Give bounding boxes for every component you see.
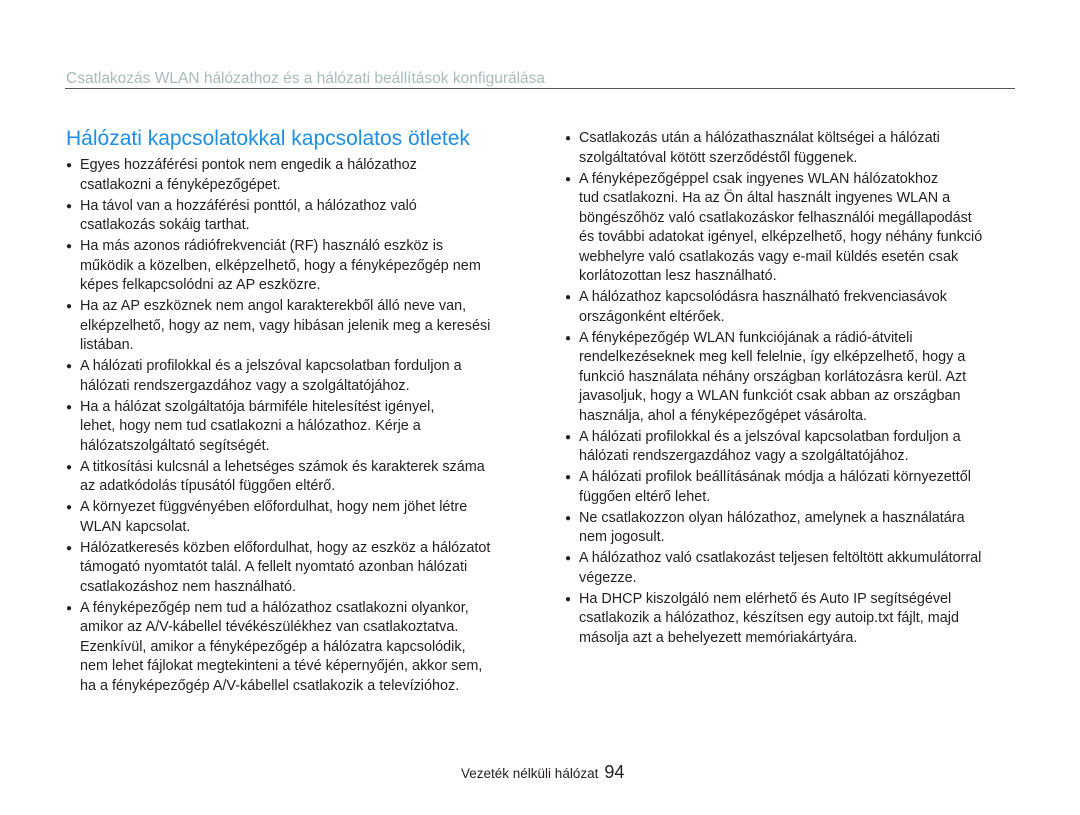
bullet-item	[66, 357, 536, 396]
bullet-text-line: függően eltérő lehet.	[579, 488, 711, 505]
bullet-item	[565, 468, 1025, 507]
bullet-item	[66, 498, 536, 537]
bullet-icon: ●	[565, 593, 572, 605]
section-header: Csatlakozás WLAN hálózathoz és a hálózati beállítások konfigurálása	[66, 70, 546, 87]
bullet-text-line: Ha DHCP kiszolgáló nem elérhető és Auto IP segítségével	[579, 590, 952, 607]
bullet-item	[565, 170, 1025, 287]
bullet-icon: ●	[66, 401, 73, 413]
bullet-icon: ●	[66, 461, 73, 473]
bullet-text-line: elképzelhető, hogy az nem, vagy hibásan jelenik meg a keresési	[80, 317, 491, 334]
bullet-item	[565, 329, 1025, 427]
bullet-icon: ●	[565, 472, 572, 483]
bullet-text-line: csatlakozás sokáig tarthat.	[80, 217, 250, 233]
bullet-text-line: csatlakozni a fényképezőgépet.	[80, 176, 281, 193]
bullet-text-line: listában.	[80, 337, 134, 353]
bullet-item	[565, 428, 1025, 467]
bullet-item	[66, 156, 536, 195]
bullet-text-line: Ha távol van a hozzáférési ponttól, a hálózathoz való	[80, 197, 417, 214]
bullet-icon: ●	[66, 241, 73, 252]
bullet-text-line: ha a fényképezőgép A/V-kábellel csatlakozik a televízióhoz.	[80, 677, 460, 694]
page-number: 94	[604, 762, 625, 782]
bullet-icon: ●	[66, 200, 73, 212]
bullet-text-line: országonként eltérőek.	[579, 308, 725, 325]
right-column	[565, 129, 1025, 650]
bullet-text-line: használja, ahol a fényképezőgépet vásárolta.	[579, 407, 868, 424]
header-rule	[65, 88, 1015, 89]
bullet-text-line: javasoljuk, hogy a WLAN funkciót csak abban az országban	[579, 388, 961, 404]
bullet-icon: ●	[565, 553, 572, 564]
bullet-icon: ●	[565, 512, 572, 524]
bullet-text-line: korlátozottan lesz használható.	[579, 268, 777, 284]
bullet-item	[565, 549, 1025, 588]
bullet-item	[66, 539, 536, 598]
bullet-text-line: hálózatszolgáltató segítségét.	[80, 437, 270, 454]
bullet-item	[565, 129, 1025, 168]
bullet-icon: ●	[66, 502, 73, 513]
bullet-text-line: csatlakozáshoz nem használható.	[80, 578, 296, 595]
bullet-item	[66, 398, 536, 457]
bullet-icon: ●	[66, 602, 73, 614]
bullet-text-line: A hálózati profilok beállításának módja a hálózati környezettől	[579, 469, 971, 485]
bullet-item	[66, 237, 536, 296]
bullet-item	[565, 288, 1025, 327]
bullet-text-line: WLAN kapcsolat.	[80, 518, 191, 535]
bullet-text-line: Hálózatkeresés közben előfordulhat, hogy az eszköz a hálózatot	[80, 539, 491, 556]
bullet-text-line: A hálózati profilokkal és a jelszóval kapcsolatban forduljon a	[579, 428, 961, 445]
bullet-icon: ●	[66, 361, 73, 372]
bullet-text-line: Ha más azonos rádiófrekvenciát (RF) használó eszköz is	[80, 238, 444, 254]
bullet-text-line: A hálózathoz való csatlakozást teljesen feltöltött akkumulátorral	[579, 550, 982, 566]
bullet-item	[66, 458, 536, 497]
bullet-text-line: másolja azt a behelyezett memóriakártyára.	[579, 629, 858, 646]
bullet-text-line: A hálózati profilokkal és a jelszóval kapcsolatban forduljon a	[80, 358, 462, 374]
bullet-text-line: szolgáltatóval kötött szerződéstől függenek.	[579, 149, 858, 166]
bullet-text-line: böngészőhöz való csatlakozáskor felhasználói megállapodást	[579, 209, 972, 226]
bullet-text-line: A titkosítási kulcsnál a lehetséges számok és karakterek száma	[80, 458, 485, 475]
bullet-icon: ●	[565, 133, 572, 144]
bullet-text-line: rendelkezéseknek meg kell felelnie, így elképzelhető, hogy a	[579, 349, 966, 365]
bullet-item	[66, 197, 536, 236]
bullet-text-line: Egyes hozzáférési pontok nem engedik a hálózathoz	[80, 157, 417, 173]
bullet-icon: ●	[66, 160, 73, 171]
bullet-item	[565, 509, 1025, 548]
bullet-text-line: lehet, hogy nem tud csatlakozni a hálózathoz. Kérje a	[80, 418, 421, 434]
bullet-text-line: Csatlakozás után a hálózathasználat költségei a hálózati	[579, 130, 940, 146]
bullet-text-line: tud csatlakozni. Ha az Ön által használt ingyenes WLAN a	[579, 190, 951, 206]
bullet-text-line: támogató nyomtatót talál. A fellelt nyomtató azonban hálózati	[80, 559, 468, 575]
bullet-icon: ●	[565, 332, 572, 344]
bullet-text-line: végezze.	[579, 569, 637, 586]
bullet-text-line: csatlakozik a hálózathoz, készítsen egy autoip.txt fájlt, majd	[579, 610, 959, 626]
bullet-icon: ●	[565, 173, 572, 185]
page-footer	[461, 762, 624, 783]
bullet-text-line: és további adatokat igényel, elképzelhető, hogy néhány funkció	[579, 229, 983, 245]
bullet-text-line: amikor az A/V-kábellel tévékészülékhez van csatlakoztatva.	[80, 619, 459, 635]
bullet-text-line: A hálózathoz kapcsolódásra használható frekvenciasávok	[579, 289, 947, 305]
bullet-text-line: Ha a hálózat szolgáltatója bármiféle hitelesítést igényel,	[80, 398, 435, 415]
bullet-item	[66, 599, 536, 697]
page-title: Hálózati kapcsolatokkal kapcsolatos ötletek	[66, 127, 470, 150]
bullet-text-line: A fényképezőgép WLAN funkciójának a rádió-átviteli	[579, 329, 913, 346]
footer-section-name: Vezeték nélküli hálózat	[461, 766, 599, 781]
bullet-item	[66, 297, 536, 356]
bullet-text-line: nem lehet fájlokat megtekinteni a tévé képernyőjén, akkor sem,	[80, 658, 483, 674]
bullet-text-line: képes felkapcsolódni az AP eszközre.	[80, 277, 321, 293]
bullet-icon: ●	[66, 542, 73, 554]
bullet-text-line: hálózati rendszergazdához vagy a szolgáltatójához.	[579, 448, 909, 464]
bullet-icon: ●	[565, 431, 572, 443]
bullet-text-line: A fényképezőgéppel csak ingyenes WLAN hálózatokhoz	[579, 170, 939, 187]
bullet-icon: ●	[565, 292, 572, 303]
bullet-text-line: A környezet függvényében előfordulhat, hogy nem jöhet létre	[80, 499, 468, 515]
bullet-text-line: működik a közelben, elképzelhető, hogy a fényképezőgép nem	[80, 257, 481, 274]
bullet-text-line: webhelyre való csatlakozás vagy e-mail küldés esetén csak	[579, 248, 959, 265]
bullet-icon: ●	[66, 301, 73, 312]
bullet-text-line: funkció használata néhány országban korlátozásra kerül. Azt	[579, 368, 967, 385]
bullet-text-line: nem jogosult.	[579, 529, 665, 545]
bullet-text-line: A fényképezőgép nem tud a hálózathoz csatlakozni olyankor,	[80, 599, 469, 616]
bullet-text-line: Ezenkívül, amikor a fényképezőgép a hálózatra kapcsolódik,	[80, 638, 466, 655]
bullet-text-line: az adatkódolás típusától függően eltérő.	[80, 478, 336, 494]
bullet-text-line: Ha az AP eszköznek nem angol karakterekből álló neve van,	[80, 298, 467, 314]
bullet-text-line: hálózati rendszergazdához vagy a szolgáltatójához.	[80, 377, 410, 394]
bullet-item	[565, 590, 1025, 649]
bullet-text-line: Ne csatlakozzon olyan hálózathoz, amelynek a használatára	[579, 509, 965, 526]
left-column	[66, 156, 536, 698]
